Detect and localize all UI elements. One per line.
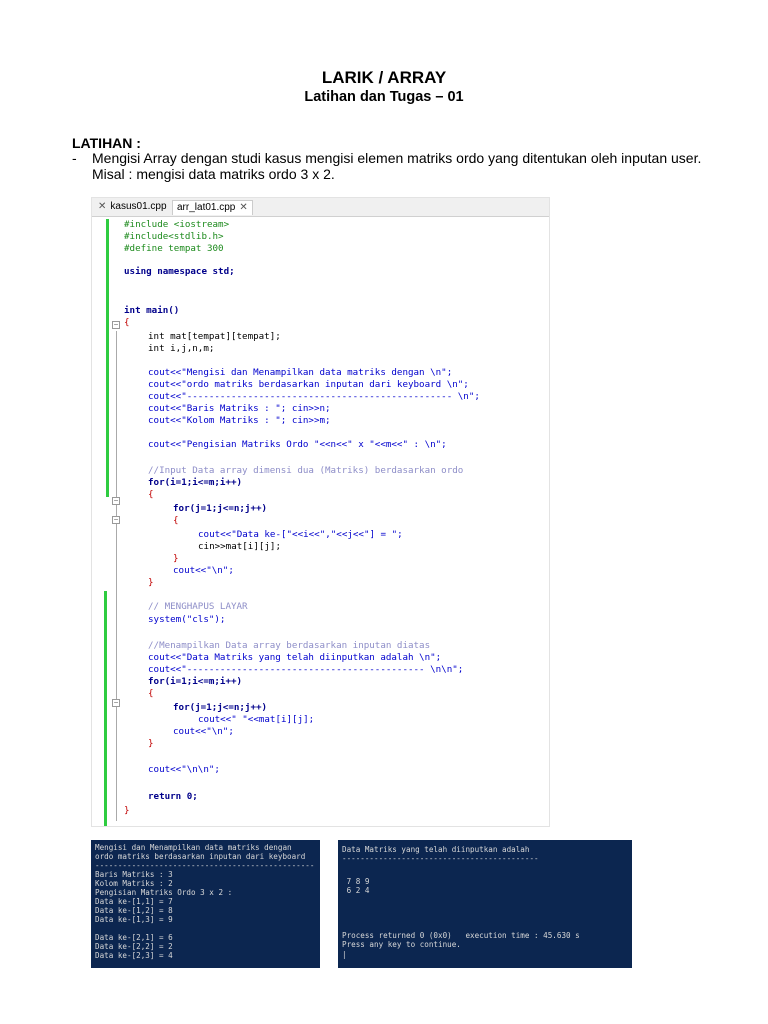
code-line: system("cls");: [148, 614, 226, 625]
code-line: cout<<"Kolom Matriks : "; cin>>m;: [148, 415, 331, 426]
code-line: }: [148, 738, 154, 749]
console-input-window: [91, 840, 320, 968]
console-line: Kolom Matriks : 2: [95, 879, 173, 888]
tab-label: arr_lat01.cpp: [177, 202, 236, 213]
code-line: {: [148, 489, 154, 500]
console-line: 7 8 9: [342, 877, 370, 886]
tab-label: kasus01.cpp: [110, 201, 167, 212]
fold-toggle-icon[interactable]: −: [113, 320, 119, 329]
code-line: #define tempat 300: [124, 243, 224, 254]
console-line: Data ke-[2,1] = 6: [95, 933, 173, 942]
fold-toggle-icon[interactable]: −: [113, 515, 119, 524]
console-line: 6 2 4: [342, 886, 370, 895]
code-line: cout<<"------------------------------------------------ \n";: [148, 391, 480, 402]
code-line: for(j=1;j<=n;j++): [173, 503, 268, 514]
code-line: }: [173, 553, 179, 564]
console-line: ordo matriks berdasarkan inputan dari keyboard: [95, 852, 306, 861]
code-line: cin>>mat[i][j];: [198, 541, 281, 552]
code-line: cout<<"------------------------------------------- \n\n";: [148, 664, 464, 675]
code-line: cout<<"Data ke-["<<i<<","<<j<<"] = ";: [198, 529, 403, 540]
console-line: Data ke-[2,3] = 4: [95, 951, 173, 960]
console-line: Data ke-[1,3] = 9: [95, 915, 173, 924]
code-line: cout<<"\n\n";: [148, 764, 220, 775]
code-line: //Menampilkan Data array berdasarkan inputan diatas: [148, 640, 431, 651]
code-line: cout<<"Pengisian Matriks Ordo "<<n<<" x "<<m<<" : \n";: [148, 439, 447, 450]
code-line: cout<<"\n";: [173, 565, 234, 576]
code-line: return 0;: [148, 791, 198, 802]
bullet-line-2: Misal : mengisi data matriks ordo 3 x 2.: [92, 166, 335, 182]
bullet-line-1: Mengisi Array dengan studi kasus mengisi elemen matriks ordo yang ditentukan oleh inputan user.: [92, 150, 702, 166]
code-line: cout<<"ordo matriks berdasarkan inputan dari keyboard \n";: [148, 379, 469, 390]
code-line: {: [173, 515, 179, 526]
console-line: Pengisian Matriks Ordo 3 x 2 :: [95, 888, 233, 897]
fold-toggle-icon[interactable]: −: [113, 698, 119, 707]
console-line: |: [342, 950, 347, 959]
code-line: for(i=1;i<=m;i++): [148, 676, 243, 687]
section-heading: LATIHAN :: [72, 135, 141, 151]
close-icon[interactable]: ✕: [98, 201, 107, 212]
code-line: using namespace std;: [124, 266, 235, 277]
page-subtitle: Latihan dan Tugas – 01: [304, 89, 464, 105]
code-line: int i,j,n,m;: [148, 343, 215, 354]
fold-toggle-icon[interactable]: −: [113, 496, 119, 505]
console-output-window: [338, 840, 632, 968]
console-line: Press any key to continue.: [342, 940, 461, 949]
code-line: // MENGHAPUS LAYAR: [148, 601, 248, 612]
console-line: Baris Matriks : 3: [95, 870, 173, 879]
console-line: Data ke-[2,2] = 2: [95, 942, 173, 951]
console-line: Data ke-[1,1] = 7: [95, 897, 173, 906]
code-line: {: [148, 688, 154, 699]
console-line: ------------------------------------------------: [95, 861, 315, 870]
code-line: int mat[tempat][tempat];: [148, 331, 281, 342]
code-line: {: [124, 317, 130, 328]
code-line: }: [124, 805, 130, 816]
code-line: }: [148, 577, 154, 588]
code-line: cout<<"\n";: [173, 726, 234, 737]
close-icon[interactable]: ✕: [239, 202, 248, 213]
code-line: cout<<"Baris Matriks : "; cin>>n;: [148, 403, 331, 414]
code-line: int main(): [124, 305, 180, 316]
code-line: for(i=1;i<=m;i++): [148, 477, 243, 488]
console-line: Data ke-[1,2] = 8: [95, 906, 173, 915]
code-line: cout<<"Mengisi dan Menampilkan data matriks dengan \n";: [148, 367, 453, 378]
code-line: cout<<" "<<mat[i][j];: [198, 714, 315, 725]
bullet-dash: -: [72, 150, 77, 166]
console-line: Data Matriks yang telah diinputkan adalah: [342, 845, 530, 854]
code-line: //Input Data array dimensi dua (Matriks) berdasarkan ordo: [148, 465, 464, 476]
code-line: for(j=1;j<=n;j++): [173, 702, 268, 713]
code-line: #include<stdlib.h>: [124, 231, 224, 242]
code-area[interactable]: [92, 198, 549, 826]
console-line: Process returned 0 (0x0) execution time : 45.630 s: [342, 931, 580, 940]
console-line: Mengisi dan Menampilkan data matriks dengan: [95, 843, 292, 852]
code-line: #include <iostream>: [124, 219, 230, 230]
console-line: -------------------------------------------: [342, 854, 539, 863]
page-title: LARIK / ARRAY: [321, 68, 447, 87]
bullet-text: [92, 150, 732, 182]
code-line: cout<<"Data Matriks yang telah diinputkan adalah \n";: [148, 652, 442, 663]
code-editor: [91, 197, 550, 827]
